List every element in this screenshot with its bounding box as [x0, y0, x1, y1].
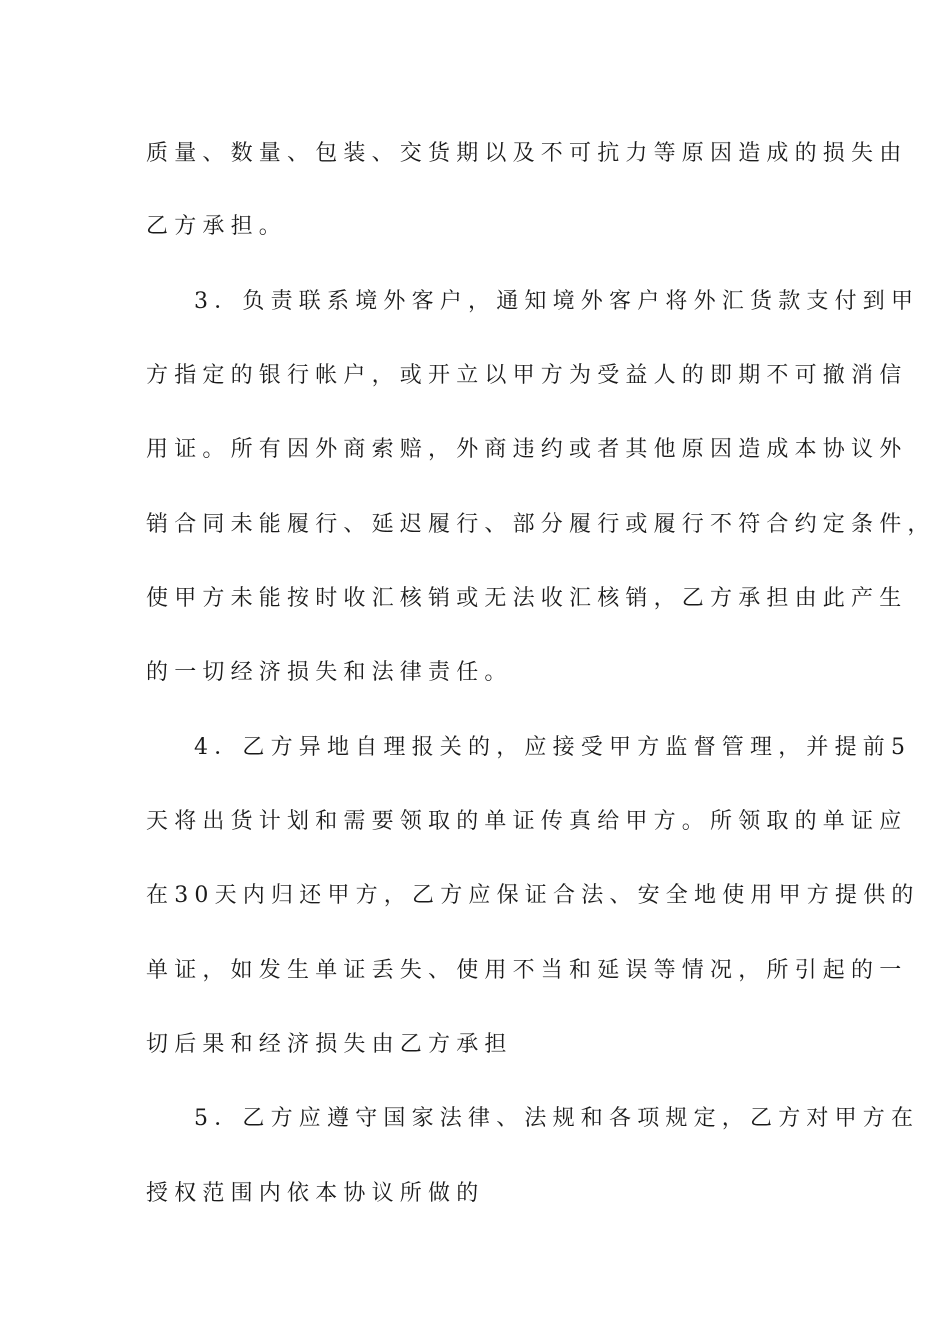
paragraph-line-1: 质量、数量、包装、交货期以及不可抗力等原因造成的损失由 [146, 141, 908, 166]
clause-4-line-2: 天将出货计划和需要领取的单证传真给甲方。所领取的单证应 [146, 809, 908, 834]
clause-5-line-2: 授权范围内依本协议所做的 [146, 1181, 485, 1206]
clause-4-line-5: 切后果和经济损失由乙方承担 [146, 1032, 513, 1057]
clause-3-line-5: 使甲方未能按时收汇核销或无法收汇核销，乙方承担由此产生 [146, 586, 908, 611]
clause-3-line-2: 方指定的银行帐户，或开立以甲方为受益人的即期不可撤消信 [146, 363, 908, 388]
clause-3-line-3: 用证。所有因外商索赔，外商违约或者其他原因造成本协议外 [146, 437, 908, 462]
clause-4-line-4: 单证，如发生单证丢失、使用不当和延误等情况，所引起的一 [146, 958, 908, 983]
clause-4-line-3: 在30天内归还甲方，乙方应保证合法、安全地使用甲方提供的 [146, 883, 920, 908]
clause-3-line-4: 销合同未能履行、延迟履行、部分履行或履行不符合约定条件， [146, 512, 936, 537]
clause-3-line-6: 的一切经济损失和法律责任。 [146, 660, 513, 685]
clause-5-line-1: 5．乙方应遵守国家法律、法规和各项规定，乙方对甲方在 [194, 1106, 920, 1131]
paragraph-line-2: 乙方承担。 [146, 214, 288, 239]
clause-4-line-1: 4．乙方异地自理报关的，应接受甲方监督管理，并提前5 [194, 735, 912, 760]
clause-3-line-1: 3．负责联系境外客户，通知境外客户将外汇货款支付到甲 [194, 289, 920, 314]
